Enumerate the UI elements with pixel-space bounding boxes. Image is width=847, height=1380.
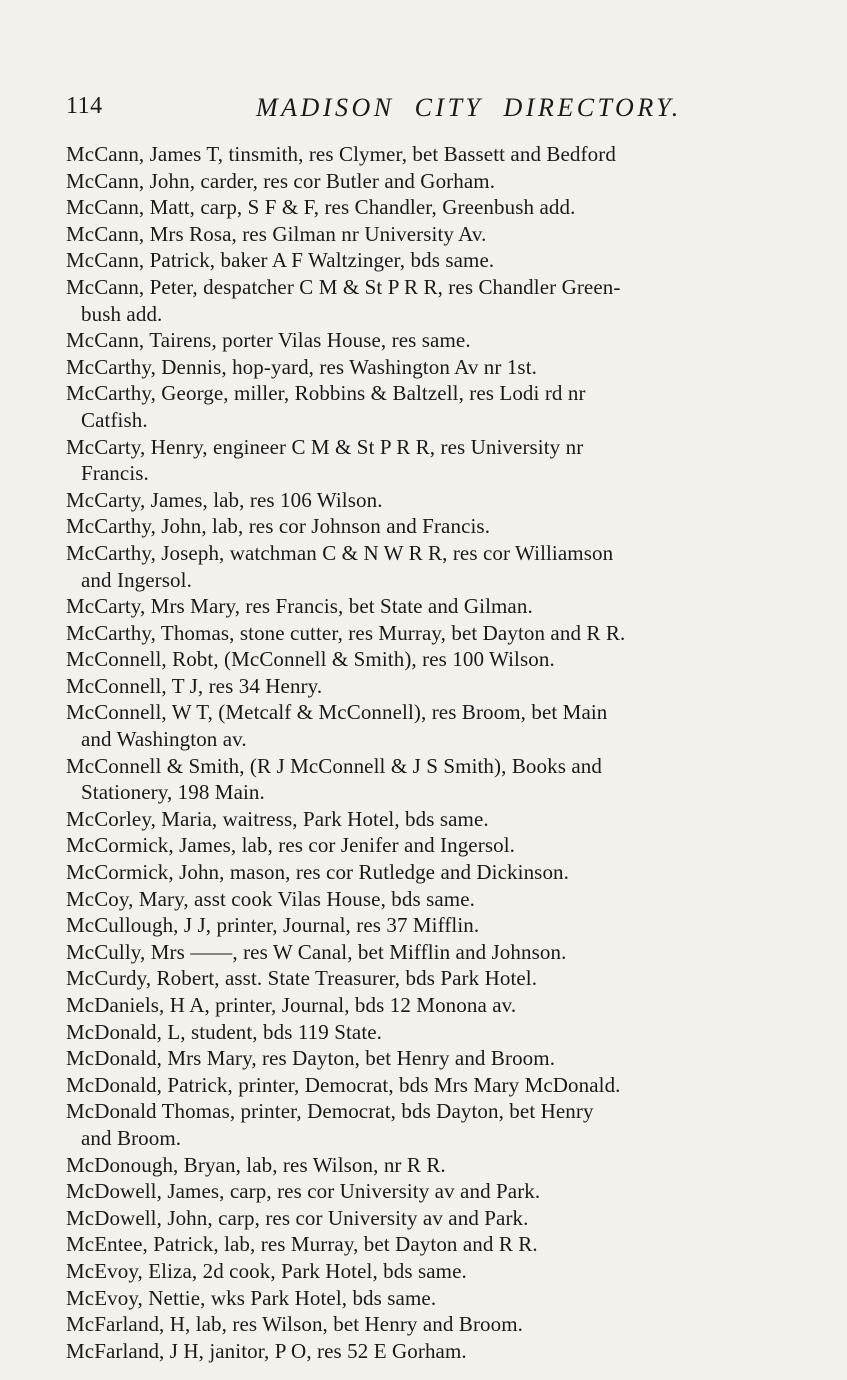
directory-entry-continuation: and Broom.	[81, 1125, 182, 1150]
directory-entry-continuation: Stationery, 198 Main.	[81, 780, 265, 805]
directory-entry: McDonald Thomas, printer, Democrat, bds Dayton, bet Henry	[66, 1099, 594, 1124]
directory-entry: McCann, Patrick, baker A F Waltzinger, bds same.	[66, 248, 495, 273]
directory-entry: McDowell, James, carp, res cor University av and Park.	[66, 1179, 541, 1204]
directory-entry: McCann, John, carder, res cor Butler and Gorham.	[66, 168, 496, 193]
directory-entry: McCarthy, Joseph, watchman C & N W R R, res cor Williamson	[66, 540, 614, 565]
directory-entry: McCann, Peter, despatcher C M & St P R R, res Chandler Green-	[66, 274, 621, 299]
directory-entry: McCarty, Henry, engineer C M & St P R R, res University nr	[66, 434, 584, 459]
directory-entry: McConnell & Smith, (R J McConnell & J S Smith), Books and	[66, 753, 602, 778]
directory-entry: McConnell, Robt, (McConnell & Smith), res 100 Wilson.	[66, 647, 555, 672]
directory-entry: McCarthy, John, lab, res cor Johnson and Francis.	[66, 514, 491, 539]
directory-entry: McEvoy, Eliza, 2d cook, Park Hotel, bds same.	[66, 1258, 467, 1283]
running-title: MADISON CITY DIRECTORY.	[256, 93, 682, 122]
directory-entry-continuation: Catfish.	[81, 407, 148, 432]
directory-entry-continuation: bush add.	[81, 301, 163, 326]
directory-entry: McDowell, John, carp, res cor University av and Park.	[66, 1205, 529, 1230]
directory-entry: McCarthy, George, miller, Robbins & Baltzell, res Lodi rd nr	[66, 381, 586, 406]
directory-entry: McCann, Tairens, porter Vilas House, res same.	[66, 328, 471, 353]
directory-entry: McFarland, H, lab, res Wilson, bet Henry and Broom.	[66, 1312, 524, 1337]
directory-entry: McDonald, Patrick, printer, Democrat, bds Mrs Mary McDonald.	[66, 1072, 621, 1097]
directory-entry: McEntee, Patrick, lab, res Murray, bet Dayton and R R.	[66, 1232, 538, 1257]
directory-entry: McCarthy, Dennis, hop-yard, res Washington Av nr 1st.	[66, 354, 537, 379]
directory-entry: McCormick, James, lab, res cor Jenifer and Ingersol.	[66, 833, 515, 858]
directory-entry: McDonald, L, student, bds 119 State.	[66, 1019, 383, 1044]
directory-entry: McCurdy, Robert, asst. State Treasurer, bds Park Hotel.	[66, 966, 538, 991]
page-number: 114	[66, 93, 103, 119]
directory-entry: McConnell, W T, (Metcalf & McConnell), res Broom, bet Main	[66, 700, 608, 725]
directory-entry: McDonough, Bryan, lab, res Wilson, nr R R.	[66, 1152, 446, 1177]
directory-entry: McCarty, James, lab, res 106 Wilson.	[66, 487, 383, 512]
directory-entry: McCullough, J J, printer, Journal, res 37 Mifflin.	[66, 913, 480, 938]
directory-entry-continuation: Francis.	[81, 461, 149, 486]
directory-entry: McDonald, Mrs Mary, res Dayton, bet Henry and Broom.	[66, 1046, 556, 1071]
directory-entry: McCarthy, Thomas, stone cutter, res Murray, bet Dayton and R R.	[66, 620, 626, 645]
directory-entry: McEvoy, Nettie, wks Park Hotel, bds same.	[66, 1285, 437, 1310]
directory-entry: McCormick, John, mason, res cor Rutledge and Dickinson.	[66, 860, 569, 885]
directory-entry: McCoy, Mary, asst cook Vilas House, bds same.	[66, 886, 475, 911]
page-header	[66, 93, 766, 123]
directory-entry: McCann, Mrs Rosa, res Gilman nr University Av.	[66, 221, 487, 246]
directory-entry-continuation: and Ingersol.	[81, 567, 192, 592]
directory-entry: McConnell, T J, res 34 Henry.	[66, 673, 323, 698]
directory-entry: McCully, Mrs ——, res W Canal, bet Mifflin and Johnson.	[66, 939, 567, 964]
directory-entry: McCorley, Maria, waitress, Park Hotel, bds same.	[66, 806, 489, 831]
directory-entry: McFarland, J H, janitor, P O, res 52 E Gorham.	[66, 1338, 467, 1363]
directory-entry-continuation: and Washington av.	[81, 727, 247, 752]
directory-entry: McCarty, Mrs Mary, res Francis, bet State and Gilman.	[66, 594, 533, 619]
directory-entry: McCann, Matt, carp, S F & F, res Chandler, Greenbush add.	[66, 195, 576, 220]
directory-entries	[66, 141, 806, 1364]
directory-entry: McCann, James T, tinsmith, res Clymer, bet Bassett and Bedford	[66, 142, 616, 166]
directory-entry: McDaniels, H A, printer, Journal, bds 12 Monona av.	[66, 993, 517, 1017]
